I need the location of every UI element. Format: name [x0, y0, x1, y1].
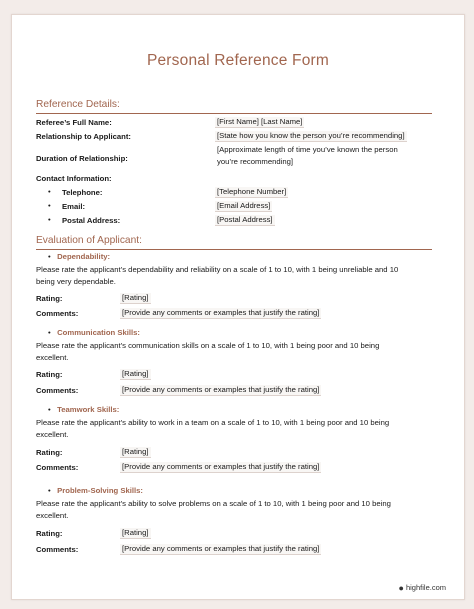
problem-solving-heading — [48, 486, 143, 495]
problem-solving-comments-field[interactable]: [Provide any comments or examples that justify the rating] — [122, 544, 320, 553]
bullet-icon: • — [48, 215, 51, 224]
rating-label: Rating: — [36, 370, 63, 379]
dependability-heading — [48, 252, 110, 261]
bullet-icon: • — [48, 187, 51, 196]
teamwork-title: Teamwork Skills: — [57, 405, 120, 414]
telephone-field[interactable]: [Telephone Number] — [217, 187, 287, 196]
teamwork-description — [36, 417, 440, 441]
teamwork-comments-field[interactable]: [Provide any comments or examples that justify the rating] — [122, 462, 320, 471]
email-label: Email: — [62, 202, 86, 211]
rating-label: Rating: — [36, 294, 63, 303]
communication-heading — [48, 328, 140, 337]
bullet-icon: • — [48, 201, 51, 210]
duration-line-1: [Approximate length of time you’ve known the person — [217, 145, 398, 154]
description-line: excellent. — [36, 353, 69, 362]
email-field[interactable]: [Email Address] — [217, 201, 271, 210]
problem-solving-title: Problem-Solving Skills: — [57, 486, 143, 495]
description-line: Please rate the applicant’s dependability and reliability on a scale of 1 to 10, with 1 being unreliable and 10 — [36, 265, 399, 274]
communication-comments-field[interactable]: [Provide any comments or examples that justify the rating] — [122, 385, 320, 394]
full-name-label: Referee’s Full Name: — [36, 118, 112, 127]
communication-title: Communication Skills: — [57, 328, 140, 337]
telephone-label: Telephone: — [62, 188, 103, 197]
form-page — [11, 14, 465, 600]
description-line: Please rate the applicant's ability to solve problems on a scale of 1 to 10, with 1 being poor and 10 being — [36, 499, 391, 508]
relationship-label: Relationship to Applicant: — [36, 132, 131, 141]
bullet-icon: • — [48, 405, 51, 414]
description-line: Please rate the applicant's ability to work in a team on a scale of 1 to 10, with 1 being poor and 10 being — [36, 418, 390, 427]
rating-label: Rating: — [36, 448, 63, 457]
duration-field[interactable] — [217, 144, 398, 168]
relationship-field[interactable]: [State how you know the person you’re recommending] — [217, 131, 405, 140]
description-line: excellent. — [36, 511, 69, 520]
brand-logo-icon: ● — [398, 583, 404, 593]
comments-label: Comments: — [36, 309, 79, 318]
postal-address-field[interactable]: [Postal Address] — [217, 215, 273, 224]
bullet-icon: • — [48, 252, 51, 261]
brand-text: highfile.com — [405, 583, 446, 592]
problem-solving-rating-field[interactable]: [Rating] — [122, 528, 149, 537]
reference-details-heading: Reference Details: — [36, 99, 120, 110]
bullet-icon: • — [48, 486, 51, 495]
duration-label: Duration of Relationship: — [36, 154, 128, 163]
dependability-description — [36, 264, 440, 288]
rating-label: Rating: — [36, 529, 63, 538]
comments-label: Comments: — [36, 386, 79, 395]
description-line: excellent. — [36, 430, 69, 439]
contact-info-label: Contact Information: — [36, 174, 112, 183]
footer-brand — [399, 583, 446, 593]
section-divider — [36, 113, 432, 114]
comments-label: Comments: — [36, 545, 79, 554]
full-name-field[interactable]: [First Name] [Last Name] — [217, 117, 303, 126]
dependability-rating-field[interactable]: [Rating] — [122, 293, 149, 302]
dependability-comments-field[interactable]: [Provide any comments or examples that justify the rating] — [122, 308, 320, 317]
page-title: Personal Reference Form — [146, 52, 330, 69]
communication-description — [36, 340, 440, 364]
bullet-icon: • — [48, 328, 51, 337]
description-line: Please rate the applicant's communication skills on a scale of 1 to 10, with 1 being poor and 10 being — [36, 341, 380, 350]
comments-label: Comments: — [36, 463, 79, 472]
description-line: being very dependable. — [36, 277, 116, 286]
dependability-title: Dependability: — [57, 252, 111, 261]
evaluation-heading: Evaluation of Applicant: — [36, 235, 142, 246]
teamwork-heading — [48, 405, 119, 414]
communication-rating-field[interactable]: [Rating] — [122, 369, 149, 378]
duration-line-2: you’re recommending] — [217, 157, 294, 166]
section-divider — [36, 249, 432, 250]
problem-solving-description — [36, 498, 440, 522]
postal-address-label: Postal Address: — [62, 216, 121, 225]
teamwork-rating-field[interactable]: [Rating] — [122, 447, 149, 456]
